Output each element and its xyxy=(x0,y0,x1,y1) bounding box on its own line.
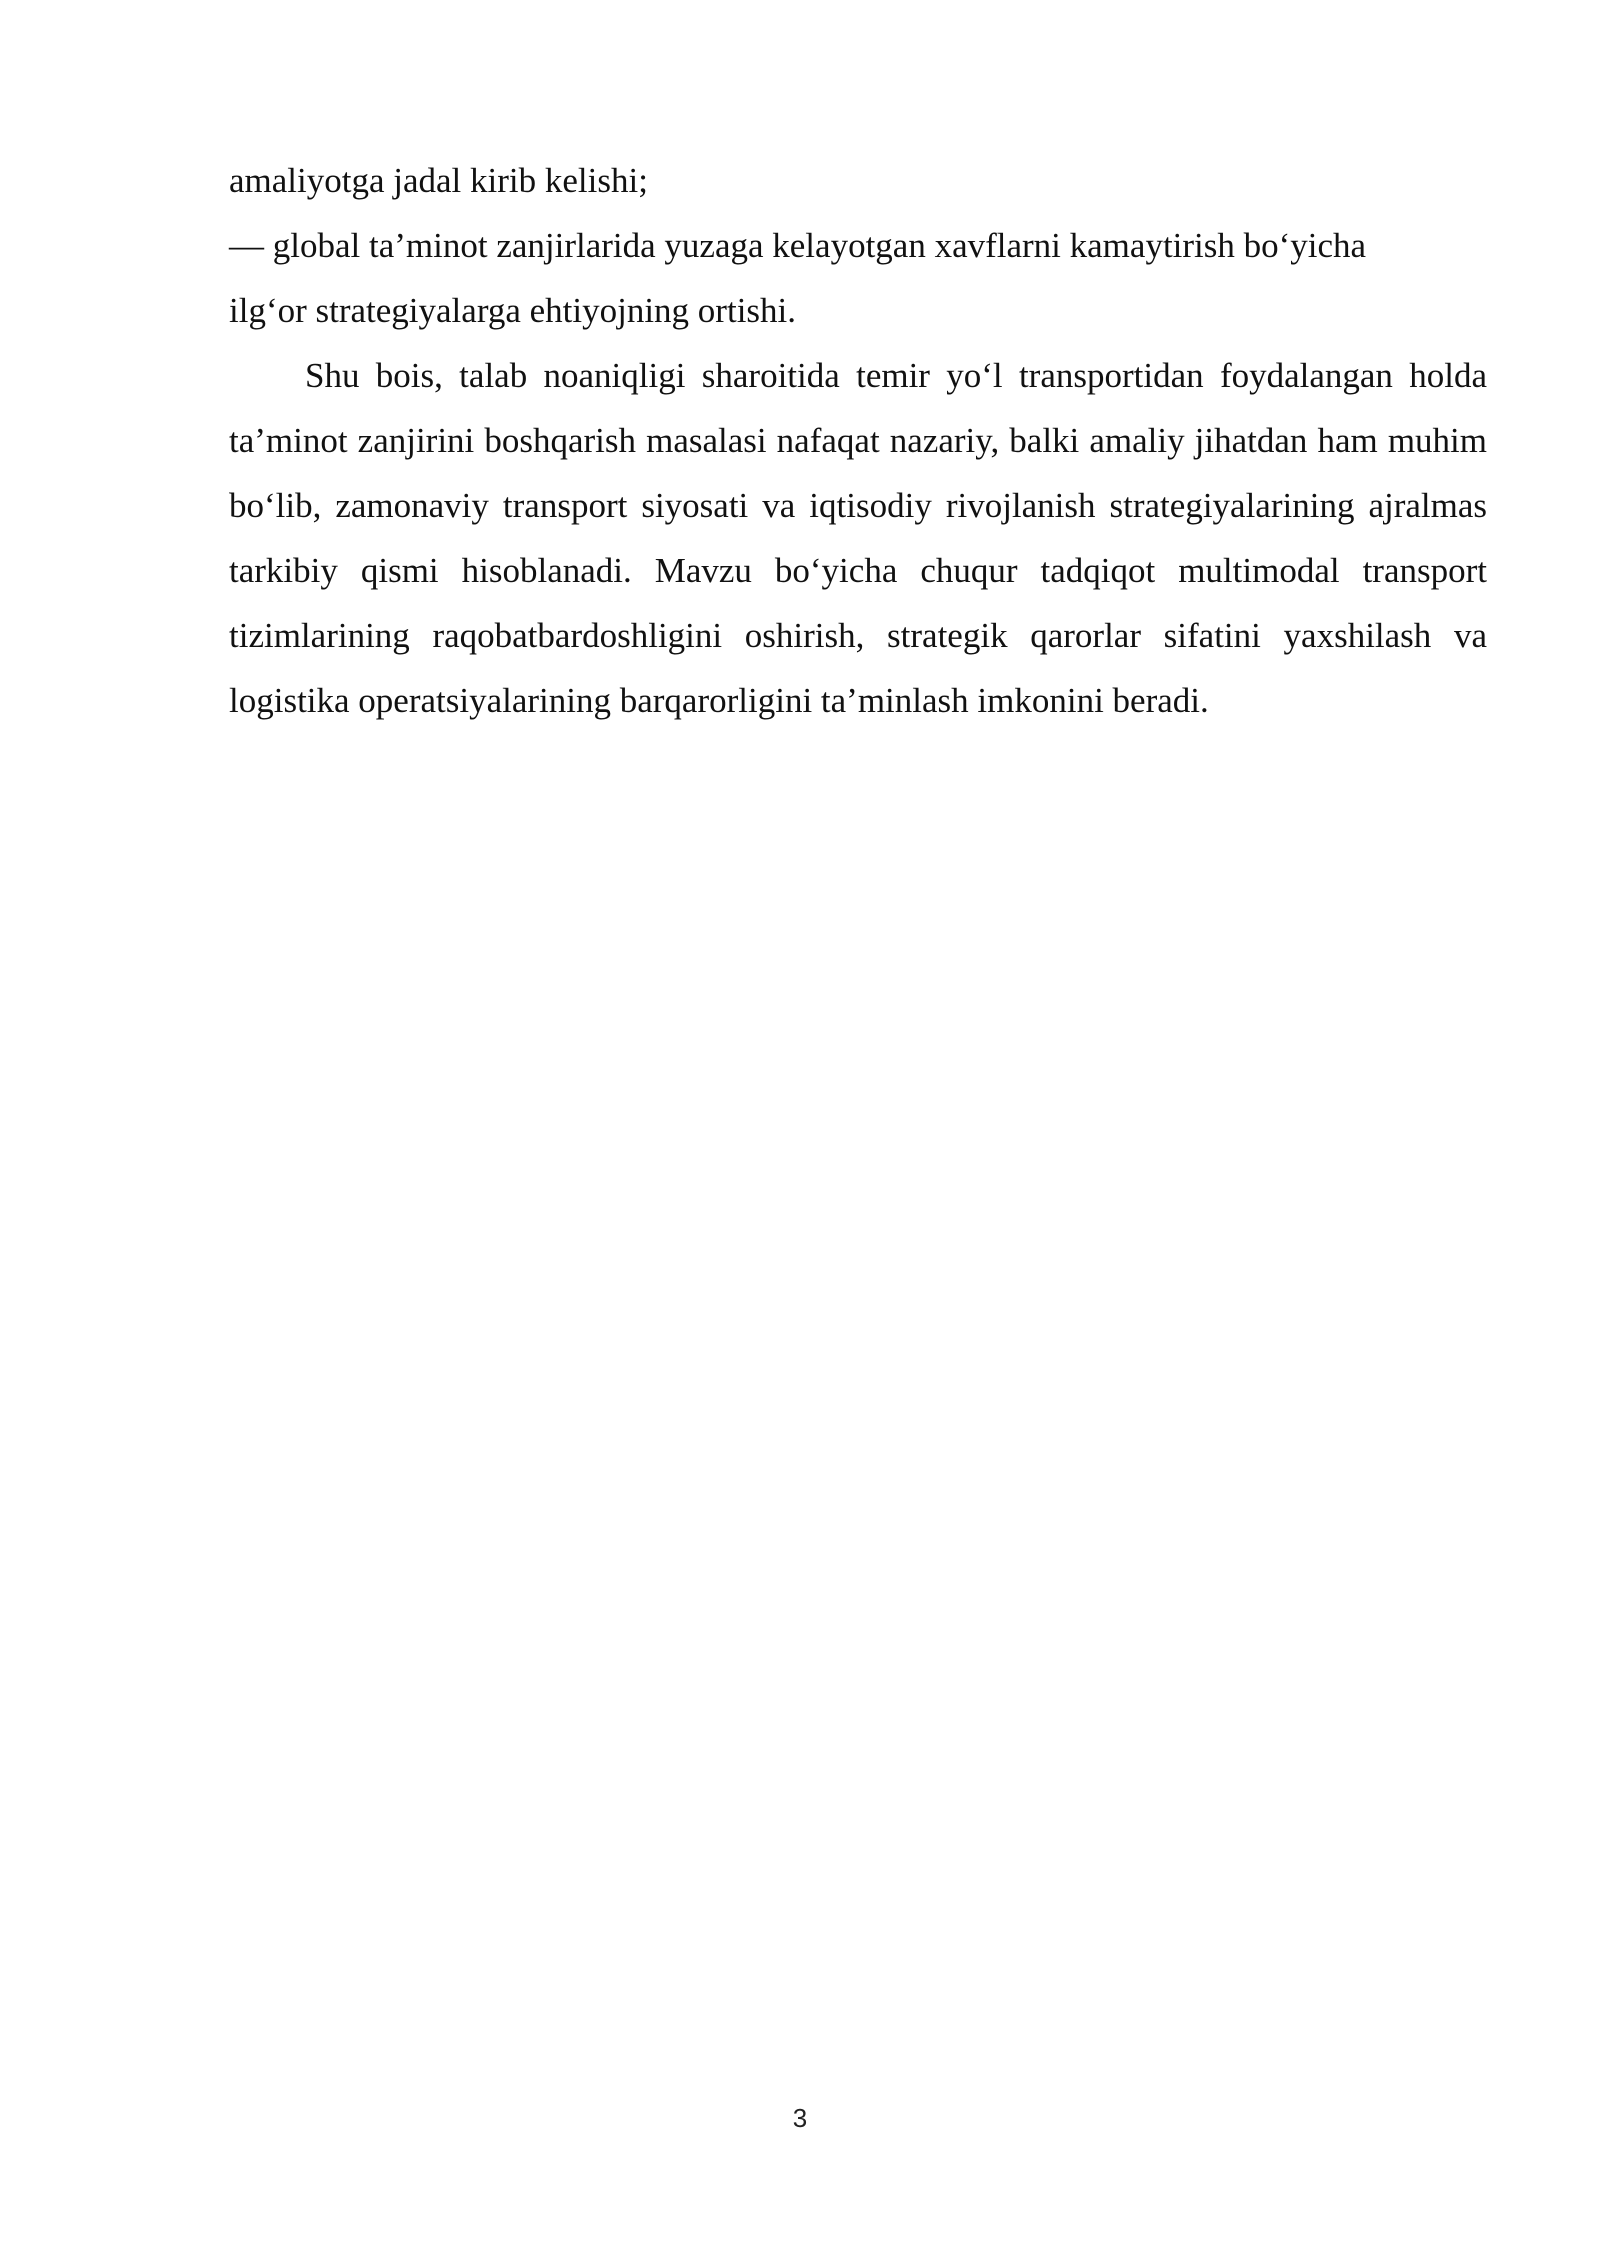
page-number: 3 xyxy=(792,2103,808,2133)
text-line-continuation: amaliyotga jadal kirib kelishi; xyxy=(229,161,648,200)
body-text xyxy=(229,148,1487,733)
body-paragraph: Shu bois, talab noaniqligi sharoitida temir yo‘l transportidan foydalangan holda ta’minot zanjirini boshqarish masalasi nafaqat nazariy, balki amaliy jihatdan ham muhim bo‘lib, zamonaviy transport siyosati va iqtisodiy rivojlanish strategiyalarining ajralmas tarkibiy qismi hisoblanadi. Mavzu bo‘yicha chuqur tadqiqot multimodal transport tizimlarining raqobatbardoshligini oshirish, strategik qarorlar sifatini yaxshilash va logistika operatsiyalarining barqarorligini ta’minlash imkonini beradi. xyxy=(229,356,1487,720)
text-line-list-item-end: ilg‘or strategiyalarga ehtiyojning ortishi. xyxy=(229,291,797,330)
text-line-list-item: — global ta’minot zanjirlarida yuzaga kelayotgan xavflarni kamaytirish bo‘yicha xyxy=(229,226,1367,265)
